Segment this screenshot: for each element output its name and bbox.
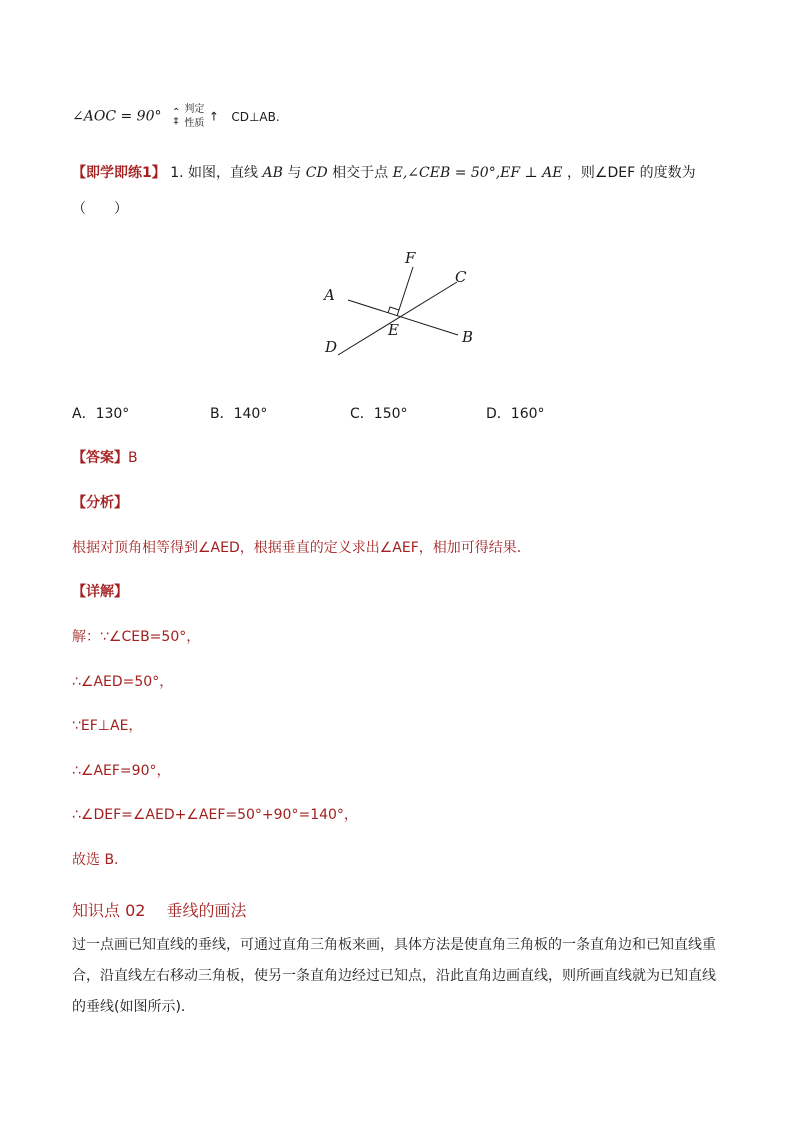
label-d: D	[325, 338, 338, 356]
formula-rhs: CD⊥AB.	[231, 109, 280, 124]
condition: E,∠CEB = 50°,EF ⊥ AE	[392, 165, 563, 181]
line-cd-segment	[338, 282, 457, 355]
detail-line-4: ∴∠AEF=90°，	[72, 763, 171, 779]
option-letter: C．	[350, 406, 374, 422]
option-d[interactable]	[486, 403, 545, 423]
answer-value: B	[128, 450, 138, 466]
line-ab-segment	[348, 300, 458, 335]
double-arrow-icon: ⌃ ‡	[171, 106, 181, 127]
option-a[interactable]	[72, 403, 129, 423]
formula-lhs: ∠AOC = 90°	[72, 108, 162, 125]
up-arrow-icon: ↑	[208, 109, 219, 124]
detail-line-5: ∴∠DEF=∠AED+∠AEF=50°+90°=140°，	[72, 807, 358, 823]
line-cd: CD	[305, 165, 328, 181]
option-letter: A．	[72, 406, 96, 422]
geometry-figure	[310, 240, 510, 365]
answer-tag: 【答案】	[72, 450, 128, 466]
option-b[interactable]	[210, 403, 267, 423]
analysis-tag: 【分析】	[72, 495, 128, 511]
option-value: 150°	[373, 406, 408, 422]
detail-tag: 【详解】	[72, 584, 128, 600]
label-a: A	[324, 286, 335, 304]
right-angle-mark	[388, 307, 399, 313]
answer-blank: （ ）	[72, 201, 128, 217]
formula-line	[72, 104, 280, 130]
option-value: 130°	[95, 406, 130, 422]
option-value: 160°	[510, 406, 545, 422]
option-letter: D．	[486, 406, 511, 422]
section-title: 垂线的画法	[166, 901, 247, 920]
detail-line-2: ∴∠AED=50°，	[72, 674, 174, 690]
analysis-text: 根据对顶角相等得到∠AED，根据垂直的定义求出∠AEF，相加可得结果.	[72, 540, 522, 556]
option-c[interactable]	[350, 403, 408, 423]
section-heading	[72, 898, 247, 921]
with-word: 与	[287, 165, 302, 181]
property-label: 性质	[184, 118, 205, 129]
judge-label: 判定	[184, 104, 205, 115]
detail-line-6: 故选 B.	[72, 852, 119, 868]
practice-question	[72, 162, 696, 182]
line-ab: AB	[262, 165, 283, 181]
option-value: 140°	[233, 406, 268, 422]
section-number: 知识点 02	[72, 901, 146, 920]
section-paragraph: 过一点画已知直线的垂线，可通过直角三角板来画，具体方法是使直角三角板的一条直角边和已知直线重合，沿直线左右移动三角板，使另一条直角边经过已知点，沿此直角边画直线，则所画直线就为已知直线的垂线(如图所示).	[72, 937, 716, 1015]
ask-angle: ，则∠DEF	[566, 165, 636, 181]
judge-property-labels	[184, 104, 204, 129]
detail-line-3: ∵EF⊥AE，	[72, 718, 143, 734]
label-f: F	[405, 249, 416, 267]
ask-end: 的度数为	[639, 165, 696, 181]
answer-line	[72, 447, 138, 467]
intersect-word: 相交于点	[332, 165, 389, 181]
ray-ef	[397, 267, 413, 316]
detail-line-1: 解：∵∠CEB=50°，	[72, 629, 201, 645]
label-e: E	[388, 321, 399, 339]
question-start: 1. 如图，直线	[170, 165, 259, 181]
label-b: B	[462, 328, 474, 346]
label-c: C	[455, 268, 467, 286]
practice-tag: 【即学即练1】	[72, 165, 166, 181]
option-letter: B．	[210, 406, 234, 422]
